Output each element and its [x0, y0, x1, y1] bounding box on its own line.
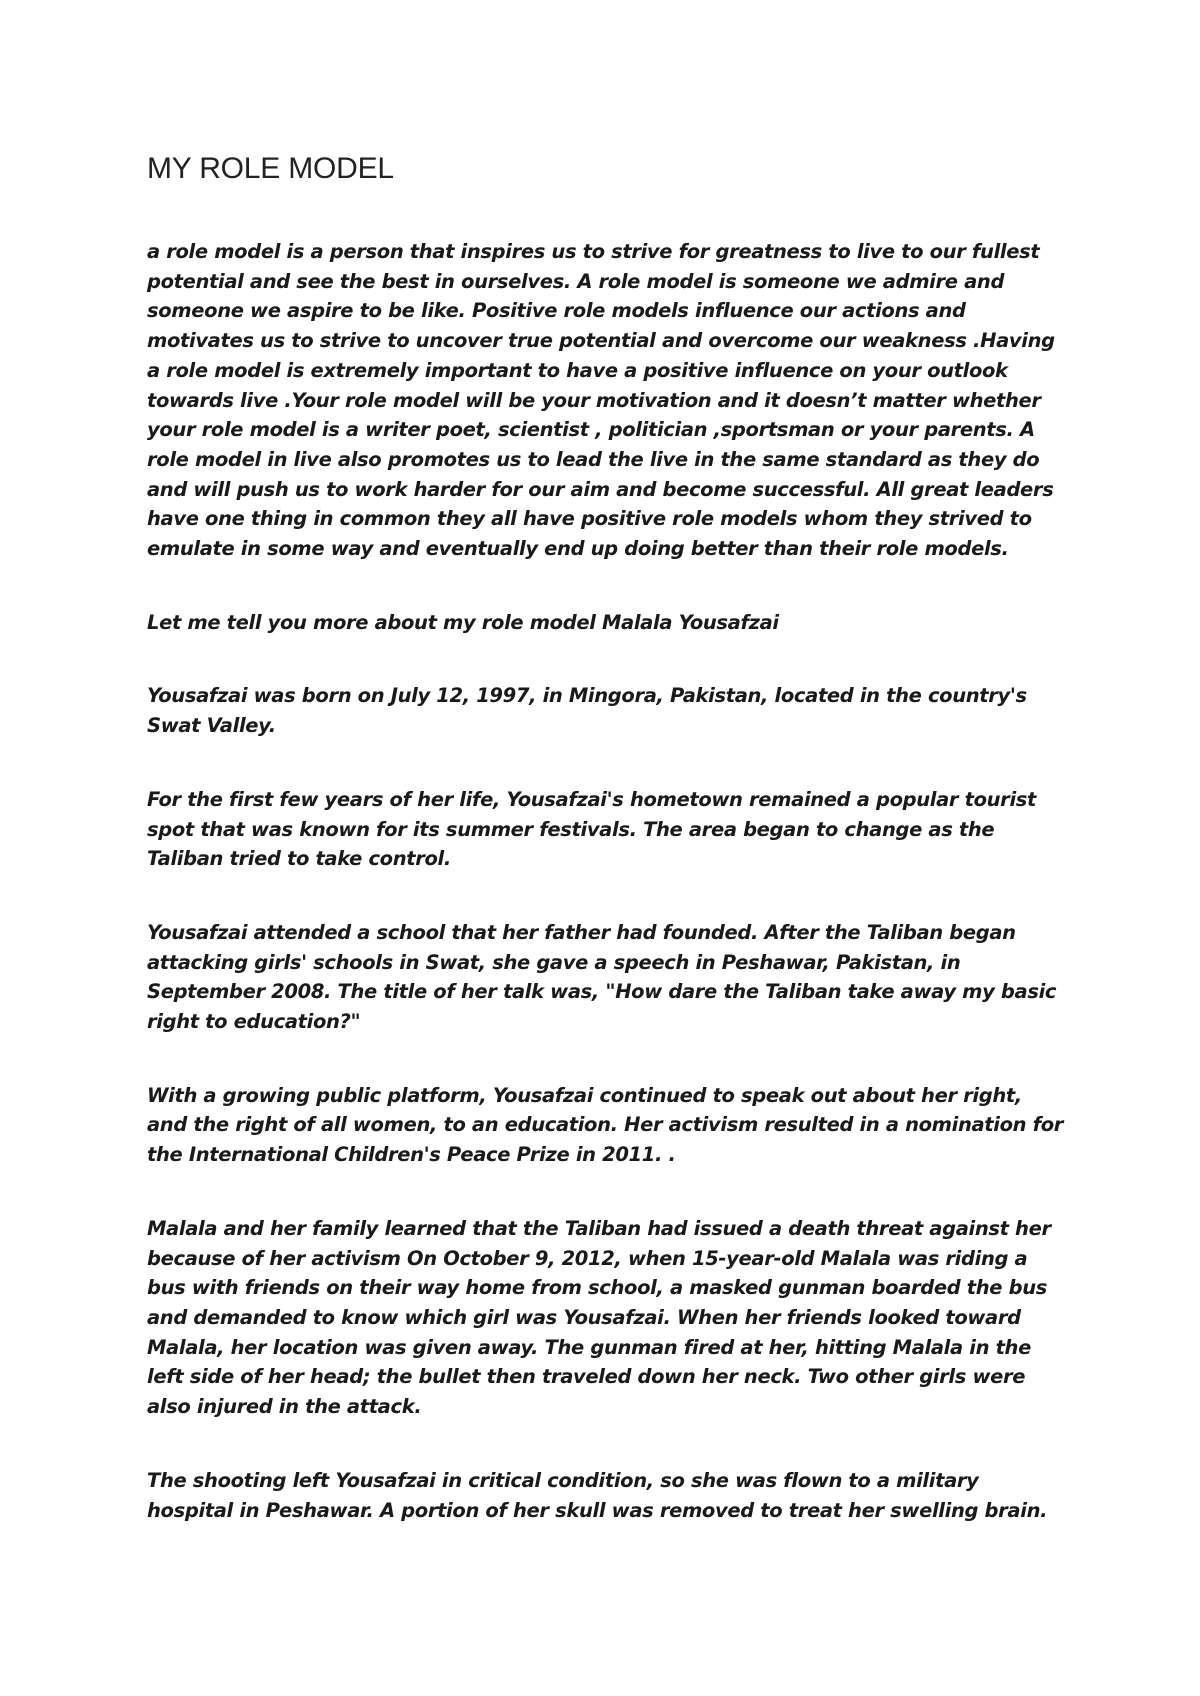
paragraph-role-model-definition: a role model is a person that inspires us to strive for greatness to live to our fullest potential and see the best in ourselves. A role model is someone we admire and someone we aspire to be like. Positive role models influence our actions and motivates us to strive to uncover true potential and overcome our weakness .Having a role model is extremely important to have a positive influence on your outlook towards live .Your role model will be your motivation and it doesn’t matter whether your role model is a writer poet, scientist , politician ,sportsman or your parents. A role model in live also promotes us to lead the live in the same standard as they do and will push us to work harder for our aim and become successful. All great leaders have one thing in common they all have positive role models whom they strived to emulate in some way and eventually end up doing better than their role models. [147, 240, 1055, 561]
paragraph-activism: With a growing public platform, Yousafzai continued to speak out about her right, and the right of all women, to an education. Her activism resulted in a nomination for the International Children's Peace Prize in 2011. . [147, 1083, 1064, 1167]
paragraph-birth: Yousafzai was born on July 12, 1997, in Mingora, Pakistan, located in the country's Swat Valley. [147, 684, 1027, 738]
document-title: MY ROLE MODEL [147, 152, 394, 185]
paragraph-school-speech: Yousafzai attended a school that her father had founded. After the Taliban began attacking girls' schools in Swat, she gave a speech in Peshawar, Pakistan, in September 2008. The title of her talk was, "How dare the Taliban take away my basic right to education?" [147, 920, 1057, 1034]
paragraph-hospital: The shooting left Yousafzai in critical condition, so she was flown to a military hospital in Peshawar. A portion of her skull was removed to treat her swelling brain. [147, 1468, 1048, 1522]
paragraph-attack: Malala and her family learned that the Taliban had issued a death threat against her because of her activism On October 9, 2012, when 15-year-old Malala was riding a bus with friends on their way home from school, a masked gunman boarded the bus and demanded to know which girl was Yousafzai. When her friends looked toward Malala, her location was given away. The gunman fired at her, hitting Malala in the left side of her head; the bullet then traveled down her neck. Two other girls were also injured in the attack. [147, 1216, 1051, 1419]
document-body [147, 237, 1067, 1569]
paragraph-introduction: Let me tell you more about my role model Malala Yousafzai [147, 610, 779, 634]
paragraph-hometown: For the first few years of her life, Yousafzai's hometown remained a popular tourist spot that was known for its summer festivals. The area began to change as the Taliban tried to take control. [147, 787, 1037, 871]
